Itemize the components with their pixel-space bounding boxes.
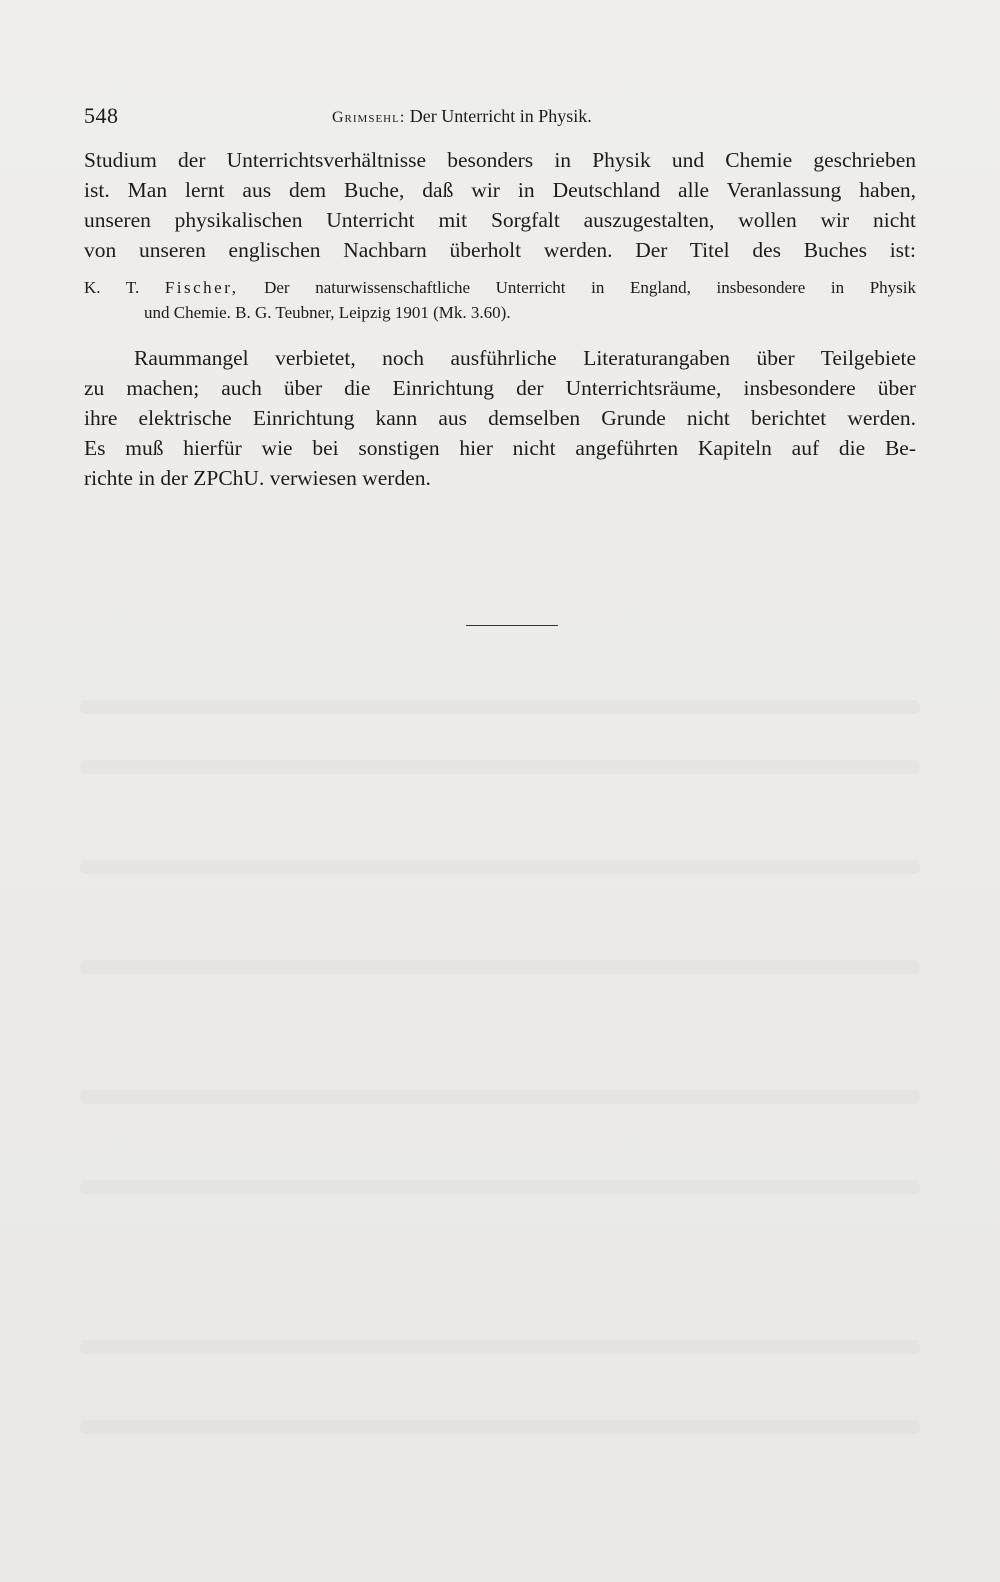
paragraph-2-line-5: richte in der ZPChU. verwiesen werden. [84,466,431,490]
paragraph-2-line-1: Raummangel verbietet, noch ausführliche Literaturangaben über Teilgebiete [134,346,916,370]
paragraph-2-line-2: zu machen; auch über die Einrichtung der Unterrichtsräume, insbesondere über [84,376,916,400]
show-through-8 [80,1420,920,1434]
paragraph-1-line-2: ist. Man lernt aus dem Buche, daß wir in Deutschland alle Veranlassung haben, [84,178,916,202]
show-through-1 [80,700,920,714]
show-through-3 [80,860,920,874]
running-head-author: Grimsehl: [332,109,406,126]
paragraph-1-line-3: unseren physikalischen Unterricht mit Sorgfalt auszugestalten, wollen wir nicht [84,208,916,232]
show-through-4 [80,960,920,974]
paragraph-2 [84,343,916,493]
paragraph-1-line-1: Studium der Unterrichtsverhältnisse besonders in Physik und Chemie geschrieben [84,148,916,172]
running-head [332,106,592,127]
citation-line-2: und Chemie. B. G. Teubner, Leipzig 1901 (Mk. 3.60). [144,303,511,322]
paragraph-1 [84,145,916,265]
paragraph-2-line-3: ihre elektrische Einrichtung kann aus demselben Grunde nicht berichtet werden. [84,406,916,430]
page-number: 548 [84,103,119,128]
running-head-title: Der Unterricht in Physik. [409,106,592,126]
page-header [84,103,914,133]
show-through-7 [80,1340,920,1354]
citation-line-1 [84,275,916,300]
citation-title: Der naturwissenschaftliche Unterricht in England, insbesondere in Physik [264,278,917,297]
show-through-6 [80,1180,920,1194]
citation-author-name: Fischer, [164,278,239,297]
show-through-5 [80,1090,920,1104]
paragraph-2-line-4: Es muß hierfür wie bei sonstigen hier nicht angeführten Kapiteln auf die Be- [84,436,916,460]
section-divider-rule [466,625,558,626]
paragraph-1-line-4: von unseren englischen Nachbarn überholt werden. Der Titel des Buches ist: [84,238,916,262]
show-through-2 [80,760,920,774]
citation-author-initials: K. T. [84,278,140,297]
book-citation [84,275,916,325]
